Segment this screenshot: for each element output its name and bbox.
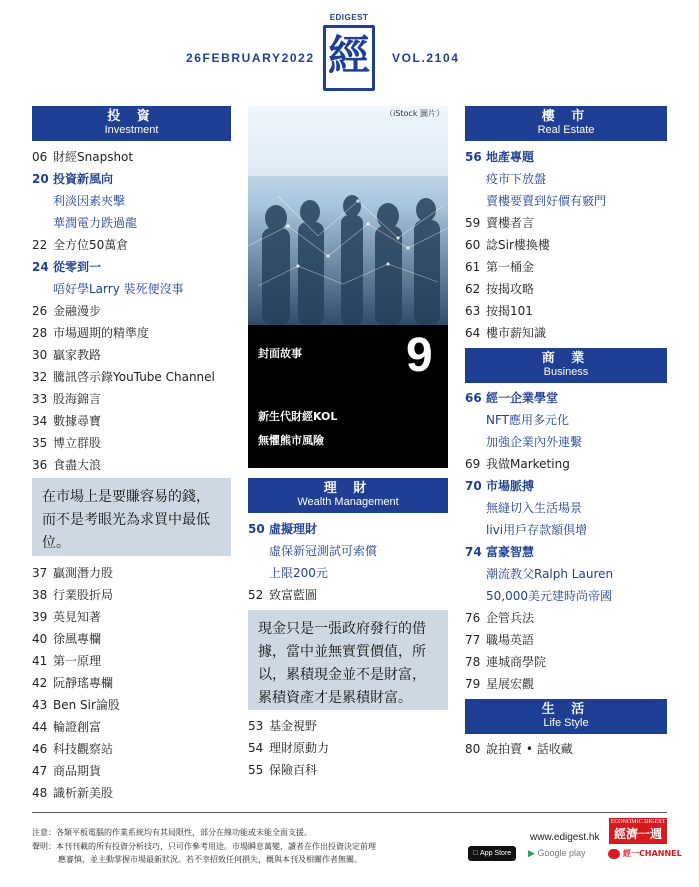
toc-page-number: 77 (465, 633, 481, 647)
toc-title: 潮流教父Ralph Lauren (486, 567, 614, 581)
channel-label: 經一CHANNEL (623, 849, 682, 858)
toc-title: 投資新風向 (53, 172, 114, 186)
toc-entry[interactable] (32, 234, 231, 256)
toc-page-number: 52 (248, 588, 264, 602)
toc-title: 諗Sir樓換樓 (486, 238, 550, 252)
toc-entry[interactable] (32, 432, 231, 454)
toc-title: 理財原動力 (269, 741, 330, 755)
toc-page-number: 56 (465, 150, 482, 164)
issue-volume: VOL.2104 (392, 51, 460, 65)
toc-title: 從零到一 (53, 260, 102, 274)
investment-list-b (32, 562, 231, 804)
toc-entry[interactable] (465, 738, 667, 760)
section-title-en: Real Estate (537, 124, 595, 136)
toc-page-number: 22 (32, 238, 48, 252)
app-store-badge[interactable] (468, 846, 516, 861)
section-title-en: Wealth Management (297, 496, 399, 508)
toc-page-number: 64 (465, 326, 481, 340)
toc-title: 加強企業內外連繫 (486, 435, 583, 449)
toc-entry[interactable] (32, 606, 231, 628)
section-title-en: Business (543, 366, 589, 378)
toc-page-number: 76 (465, 611, 481, 625)
toc-title: 科技觀察站 (53, 742, 114, 756)
toc-page-number: 20 (32, 172, 49, 186)
toc-title: Ben Sir論股 (53, 698, 120, 712)
google-play-icon: ▶ (528, 848, 535, 858)
toc-entry[interactable] (32, 212, 231, 234)
toc-title: 致富藍圖 (269, 588, 318, 602)
section-title-en: Investment (104, 124, 159, 136)
toc-title: 按揭攻略 (486, 282, 535, 296)
toc-page-number: 59 (465, 216, 481, 230)
toc-title: 富豪智慧 (486, 545, 535, 559)
toc-title: 職場英語 (486, 633, 535, 647)
toc-title: 基金視野 (269, 719, 318, 733)
toc-entry[interactable] (465, 409, 667, 431)
toc-entry[interactable] (32, 760, 231, 782)
toc-entry[interactable] (465, 146, 667, 168)
cover-photo (248, 106, 448, 325)
toc-entry[interactable] (465, 453, 667, 475)
realestate-list (465, 146, 667, 344)
cover-story-title-line2: 無懼熊市風險 (258, 434, 324, 447)
cover-story-title-line1: 新生代財經KOL (258, 410, 338, 423)
toc-title: 全方位50萬倉 (53, 238, 129, 252)
toc-page-number: 43 (32, 698, 48, 712)
toc-title: 數據尋寶 (53, 414, 102, 428)
toc-title: 阮靜瑤專欄 (53, 676, 114, 690)
business-list (465, 387, 667, 695)
toc-entry[interactable] (32, 344, 231, 366)
toc-page-number: 32 (32, 370, 48, 384)
toc-title: 金融漫步 (53, 304, 102, 318)
toc-page-number: 34 (32, 414, 48, 428)
toc-entry[interactable] (32, 562, 231, 584)
toc-title: 賣樓者言 (486, 216, 535, 230)
pull-quote-investment: 在市場上是要賺容易的錢，而不是考眼光為求買中最低位。 (32, 478, 231, 556)
toc-entry[interactable] (465, 431, 667, 453)
toc-entry[interactable] (32, 190, 231, 212)
google-play-label: Google play (537, 848, 586, 858)
toc-entry[interactable] (32, 694, 231, 716)
toc-title: 保險百科 (269, 763, 318, 777)
toc-entry[interactable] (32, 628, 231, 650)
section-title-en: Life Style (543, 717, 589, 729)
toc-entry[interactable] (32, 410, 231, 432)
toc-title: 騰訊啓示錄YouTube Channel (53, 370, 215, 384)
toc-title: 虛擬理財 (269, 522, 318, 536)
section-title-zh: 理 財 (323, 481, 373, 496)
toc-page-number: 69 (465, 457, 481, 471)
apple-icon (473, 850, 478, 857)
toc-entry[interactable] (465, 519, 667, 541)
cover-story-label: 封面故事 (258, 347, 302, 360)
toc-entry[interactable] (32, 584, 231, 606)
channel-logo[interactable] (608, 848, 682, 859)
toc-title: 上限200元 (269, 566, 328, 580)
toc-entry[interactable] (248, 715, 448, 737)
toc-entry[interactable] (32, 322, 231, 344)
image-credit: （iStock 圖片） (385, 109, 444, 118)
toc-title: 市場週期的精準度 (53, 326, 150, 340)
toc-page-number: 54 (248, 741, 264, 755)
toc-entry[interactable] (465, 541, 667, 563)
toc-page-number: 42 (32, 676, 48, 690)
toc-entry[interactable] (248, 737, 448, 759)
toc-page-number: 46 (32, 742, 48, 756)
toc-title: 我做Marketing (486, 457, 570, 471)
toc-page-number: 33 (32, 392, 48, 406)
toc-title: 虛保新冠測試可索償 (269, 544, 378, 558)
toc-entry[interactable] (465, 168, 667, 190)
toc-title: 華潤電力跌過龍 (53, 216, 138, 230)
section-header-wealth (248, 478, 448, 513)
toc-entry[interactable] (465, 278, 667, 300)
toc-title: 利淡因素夾擊 (53, 194, 126, 208)
toc-page-number: 28 (32, 326, 48, 340)
toc-entry[interactable] (465, 212, 667, 234)
toc-title: 唔好學Larry 裝死便沒事 (53, 282, 184, 296)
section-header-investment (32, 106, 231, 141)
toc-entry[interactable] (248, 518, 448, 540)
toc-page-number: 50 (248, 522, 265, 536)
toc-entry[interactable] (465, 234, 667, 256)
toc-page-number: 41 (32, 654, 48, 668)
section-title-zh: 商 業 (541, 351, 591, 366)
toc-title: 地產專題 (486, 150, 535, 164)
toc-entry[interactable] (465, 475, 667, 497)
toc-entry[interactable] (465, 585, 667, 607)
toc-title: 按揭101 (486, 304, 533, 318)
toc-entry[interactable] (32, 738, 231, 760)
toc-page-number: 35 (32, 436, 48, 450)
toc-entry[interactable] (248, 584, 448, 606)
toc-title: 財經Snapshot (53, 150, 134, 164)
toc-page-number: 74 (465, 545, 482, 559)
cover-story-page: 9 (406, 329, 433, 382)
toc-page-number: 60 (465, 238, 481, 252)
toc-page-number: 30 (32, 348, 48, 362)
toc-entry[interactable] (465, 673, 667, 695)
footer-divider (32, 812, 667, 813)
toc-entry[interactable] (32, 672, 231, 694)
toc-entry[interactable] (32, 650, 231, 672)
section-title-zh: 生 活 (541, 702, 591, 717)
toc-page-number: 26 (32, 304, 48, 318)
toc-entry[interactable] (465, 322, 667, 344)
toc-page-number: 78 (465, 655, 481, 669)
cover-story-image[interactable] (248, 106, 448, 468)
toc-title: 無縫切入生活場景 (486, 501, 583, 515)
toc-title: 博立群股 (53, 436, 102, 450)
toc-page-number: 62 (465, 282, 481, 296)
wealth-list-a (248, 518, 448, 606)
toc-entry[interactable] (465, 607, 667, 629)
toc-entry[interactable] (32, 716, 231, 738)
toc-title: 連城商學院 (486, 655, 547, 669)
toc-entry[interactable] (465, 387, 667, 409)
toc-entry[interactable] (32, 782, 231, 804)
footer-note-disclaimer-cont: 應審慎，並主動掌握市場最新狀況。若不幸招致任何損失，概與本刊及相關作者無關。 (58, 855, 362, 864)
toc-page-number: 40 (32, 632, 48, 646)
toc-page-number: 39 (32, 610, 48, 624)
toc-title: 第一原理 (53, 654, 102, 668)
toc-title: 股海錦言 (53, 392, 102, 406)
brand-logo-en: ECONOMIC DIGEST (610, 819, 666, 825)
lifestyle-list (465, 738, 667, 760)
section-header-realestate (465, 106, 667, 141)
toc-title: 行業股折局 (53, 588, 114, 602)
toc-title: 樓市薪知識 (486, 326, 547, 340)
toc-title: 50,000美元建時尚帝國 (486, 589, 612, 603)
wealth-list-b (248, 715, 448, 781)
footer-note-disclaimer: 聲明：本刊刊載的所有投資分析技巧，只可作參考用途。市場瞬息萬變，讀者在作出投資決定前理 (32, 842, 376, 851)
toc-title: 贏測潛力股 (53, 566, 114, 580)
toc-page-number: 63 (465, 304, 481, 318)
pull-quote-wealth: 現金只是一張政府發行的借據，當中並無實質價值，所以，累積現金並不是財富，累積資產才是累積財富。 (248, 610, 448, 710)
toc-entry[interactable] (32, 146, 231, 168)
toc-page-number: 47 (32, 764, 48, 778)
logo-wordmark: EDIGEST (329, 13, 369, 22)
toc-title: 徐風專欄 (53, 632, 102, 646)
toc-entry[interactable] (248, 759, 448, 781)
toc-entry[interactable] (465, 651, 667, 673)
toc-title: 識析新美股 (53, 786, 114, 800)
toc-page-number: 24 (32, 260, 49, 274)
section-title-zh: 樓 市 (541, 109, 591, 124)
toc-entry[interactable] (32, 256, 231, 278)
toc-title: 贏家教路 (53, 348, 102, 362)
toc-entry[interactable] (465, 497, 667, 519)
toc-entry[interactable] (465, 256, 667, 278)
toc-title: 第一桶金 (486, 260, 535, 274)
section-header-business (465, 348, 667, 383)
google-play-badge[interactable] (528, 846, 585, 861)
toc-entry[interactable] (465, 190, 667, 212)
toc-page-number: 55 (248, 763, 264, 777)
toc-page-number: 44 (32, 720, 48, 734)
toc-entry[interactable] (32, 388, 231, 410)
toc-entry[interactable] (465, 300, 667, 322)
app-store-label: App Store (476, 850, 508, 857)
toc-title: 賣樓要賣到好價有竅門 (486, 194, 607, 208)
logo-character: 經 (327, 31, 370, 80)
toc-page-number: 48 (32, 786, 48, 800)
toc-title: 企管兵法 (486, 611, 535, 625)
issue-date: 26FEBRUARY2022 (186, 51, 315, 65)
toc-page-number: 37 (32, 566, 48, 580)
toc-page-number: 06 (32, 150, 48, 164)
toc-title: 市場脈搏 (486, 479, 535, 493)
toc-page-number: 79 (465, 677, 481, 691)
section-title-zh: 投 資 (107, 109, 156, 124)
toc-title: 說拍賣 • 話收藏 (486, 742, 573, 756)
toc-title: 英見知著 (53, 610, 102, 624)
toc-entry[interactable] (465, 563, 667, 585)
toc-page-number: 70 (465, 479, 482, 493)
play-icon (608, 849, 620, 859)
toc-page-number: 66 (465, 391, 482, 405)
footer-note-notice: 注意：各類平板電腦的作業系統均有其局限性，部分在線功能或未能全面支援。 (32, 828, 312, 837)
toc-entry[interactable] (465, 629, 667, 651)
toc-page-number: 53 (248, 719, 264, 733)
toc-title: 星展宏觀 (486, 677, 535, 691)
toc-title: 食盡大浪 (53, 458, 102, 472)
toc-entry[interactable] (32, 366, 231, 388)
toc-entry[interactable] (32, 454, 231, 476)
toc-title: livi用戶存款額倶增 (486, 523, 588, 537)
toc-entry[interactable] (248, 540, 448, 562)
section-header-lifestyle (465, 699, 667, 734)
toc-title: 疫市下放盤 (486, 172, 547, 186)
brand-logo-zh: 經濟一週 (613, 827, 662, 841)
toc-page-number: 38 (32, 588, 48, 602)
toc-page-number: 36 (32, 458, 48, 472)
toc-page-number: 61 (465, 260, 481, 274)
toc-page-number: 80 (465, 742, 481, 756)
website-link[interactable]: www.edigest.hk (530, 832, 600, 843)
investment-list-a (32, 146, 231, 476)
brand-logo (609, 818, 667, 844)
toc-entry[interactable] (248, 562, 448, 584)
toc-title: NFT應用多元化 (486, 413, 569, 427)
magazine-logo (319, 13, 379, 97)
toc-title: 輪證創富 (53, 720, 102, 734)
toc-title: 商品期貨 (53, 764, 102, 778)
toc-entry[interactable] (32, 300, 231, 322)
toc-entry[interactable] (32, 168, 231, 190)
toc-entry[interactable] (32, 278, 231, 300)
toc-title: 經一企業學堂 (486, 391, 559, 405)
